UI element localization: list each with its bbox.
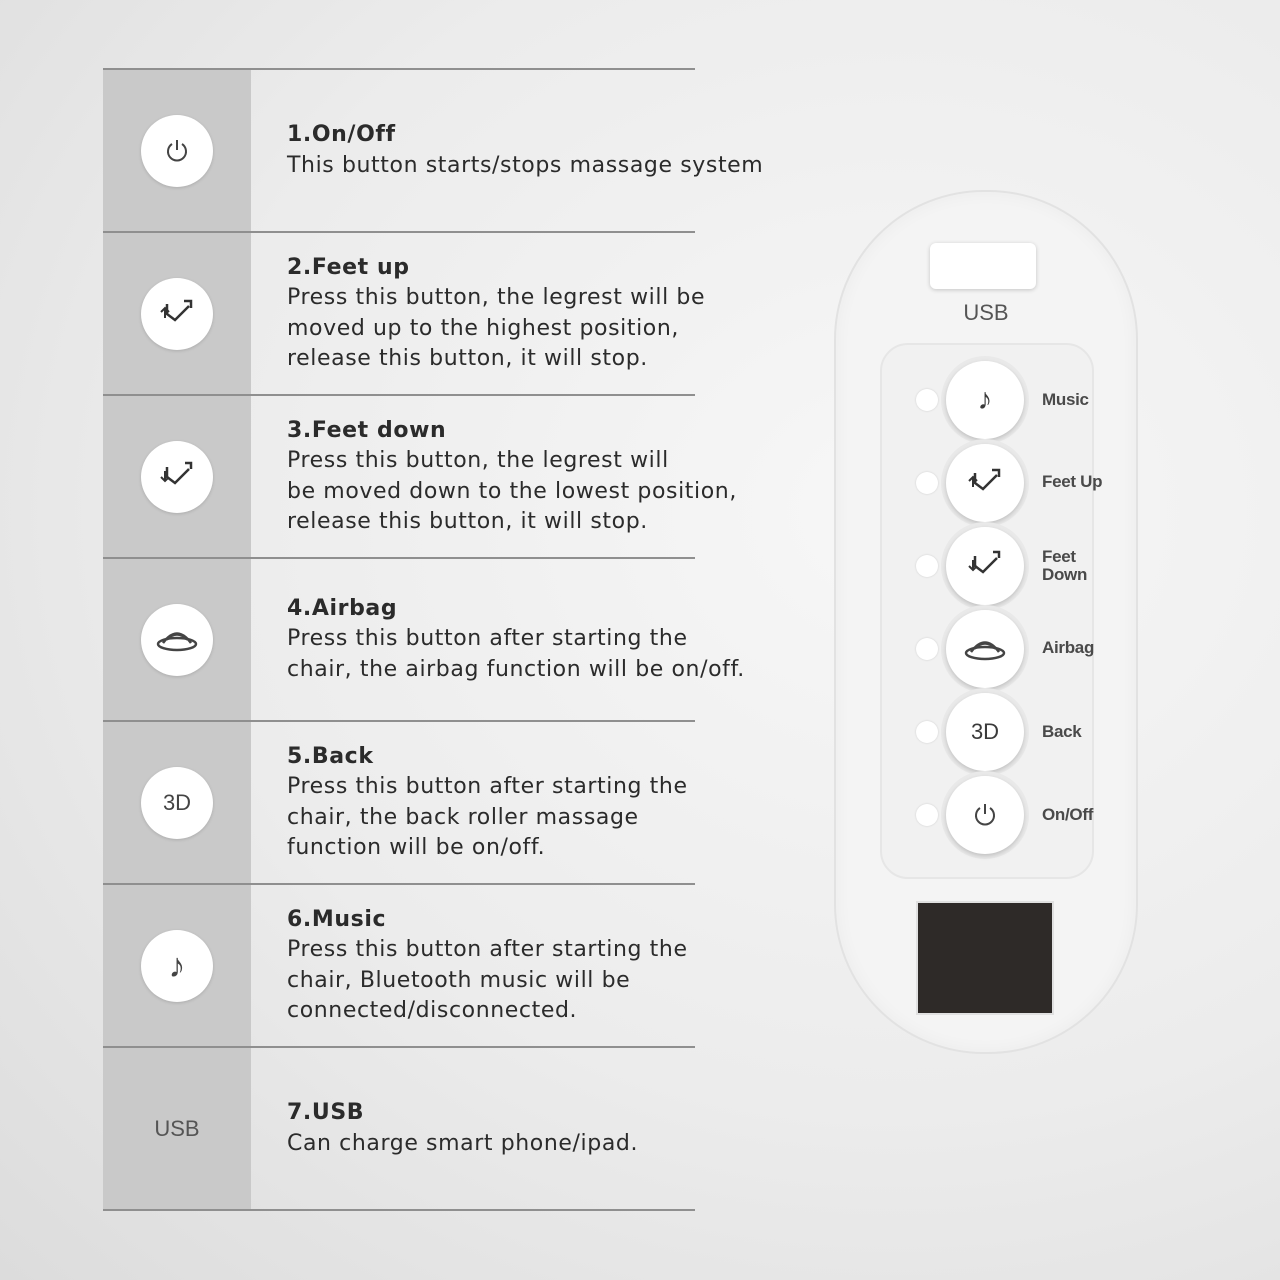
instruction-desc: Can charge smart phone/ipad.: [287, 1130, 639, 1156]
instruction-desc: Press this button after starting the chair, Bluetooth music will be connected/disconnected.: [287, 937, 688, 1023]
indicator-led: [916, 389, 938, 411]
music-button[interactable]: ♪: [946, 361, 1024, 439]
remote-label-airbag: Airbag: [1042, 638, 1095, 657]
instruction-text: [287, 396, 767, 557]
instruction-desc: Press this button, the legrest will be moved up to the highest position, release this button, it will stop.: [287, 285, 706, 371]
remote-label-feet-down: Feet Down: [1042, 547, 1088, 584]
instruction-desc: Press this button after starting the chair, the airbag function will be on/off.: [287, 626, 745, 682]
instruction-row-on-off: [103, 68, 764, 231]
instruction-row-airbag: [103, 557, 745, 720]
indicator-led: [916, 721, 938, 743]
icon-cell: [103, 722, 251, 883]
remote-label-feet-up: Feet Up: [1042, 472, 1103, 491]
airbag-icon: [141, 604, 213, 676]
feet-down-icon: [141, 441, 213, 513]
instruction-row-usb: [103, 1046, 695, 1211]
airbag-icon: [963, 635, 1007, 663]
instruction-title: 4.Airbag: [287, 595, 398, 621]
feet-up-icon: [141, 278, 213, 350]
instruction-desc: Press this button after starting the chair, the back roller massage function will be on/off.: [287, 774, 688, 860]
display-screen: [918, 903, 1052, 1013]
instruction-title: 7.USB: [287, 1100, 365, 1125]
feet-up-button[interactable]: [946, 444, 1024, 522]
remote-label-on-off: On/Off: [1042, 805, 1094, 824]
back-3d-button[interactable]: 3D: [946, 693, 1024, 771]
instruction-title: 2.Feet up: [287, 254, 410, 280]
power-icon: [141, 115, 213, 187]
indicator-led: [916, 804, 938, 826]
instruction-title: 3.Feet down: [287, 417, 447, 443]
instruction-text: [287, 885, 767, 1046]
instruction-title: 6.Music: [287, 906, 387, 932]
remote-label-back: Back: [1042, 722, 1082, 741]
airbag-button[interactable]: [946, 610, 1024, 688]
indicator-led: [916, 555, 938, 577]
instruction-text: [287, 233, 767, 394]
music-note-icon: ♪: [141, 930, 213, 1002]
3d-icon: 3D: [141, 767, 213, 839]
instruction-title: 5.Back: [287, 743, 374, 769]
feet-up-icon: [965, 465, 1005, 501]
indicator-led: [916, 638, 938, 660]
instruction-row-feet-up: [103, 231, 706, 394]
instruction-title: 1.On/Off: [287, 122, 396, 147]
instruction-row-feet-down: [103, 394, 737, 557]
instruction-text: [287, 1048, 767, 1209]
icon-cell: [103, 396, 251, 557]
icon-cell: [103, 559, 251, 720]
feet-down-button[interactable]: [946, 527, 1024, 605]
feet-down-icon: [965, 548, 1005, 584]
instruction-table: [103, 68, 764, 1211]
instruction-row-music: [103, 883, 695, 1046]
power-icon: [971, 801, 999, 829]
instruction-desc: Press this button, the legrest will be moved down to the lowest position, release this button, it will stop.: [287, 448, 737, 534]
usb-icon: USB: [154, 1115, 200, 1141]
instruction-text: [287, 722, 767, 883]
on-off-button[interactable]: [946, 776, 1024, 854]
instruction-desc: This button starts/stops massage system: [287, 152, 764, 178]
usb-port[interactable]: [930, 243, 1036, 289]
icon-cell: [103, 233, 251, 394]
indicator-led: [916, 472, 938, 494]
icon-cell: [103, 1048, 251, 1209]
instruction-row-back: [103, 720, 695, 883]
usb-label: USB: [963, 300, 1009, 325]
icon-cell: [103, 885, 251, 1046]
instruction-text: [287, 70, 767, 231]
remote-label-music: Music: [1042, 390, 1089, 409]
instruction-text: [287, 559, 767, 720]
icon-cell: [103, 70, 251, 231]
